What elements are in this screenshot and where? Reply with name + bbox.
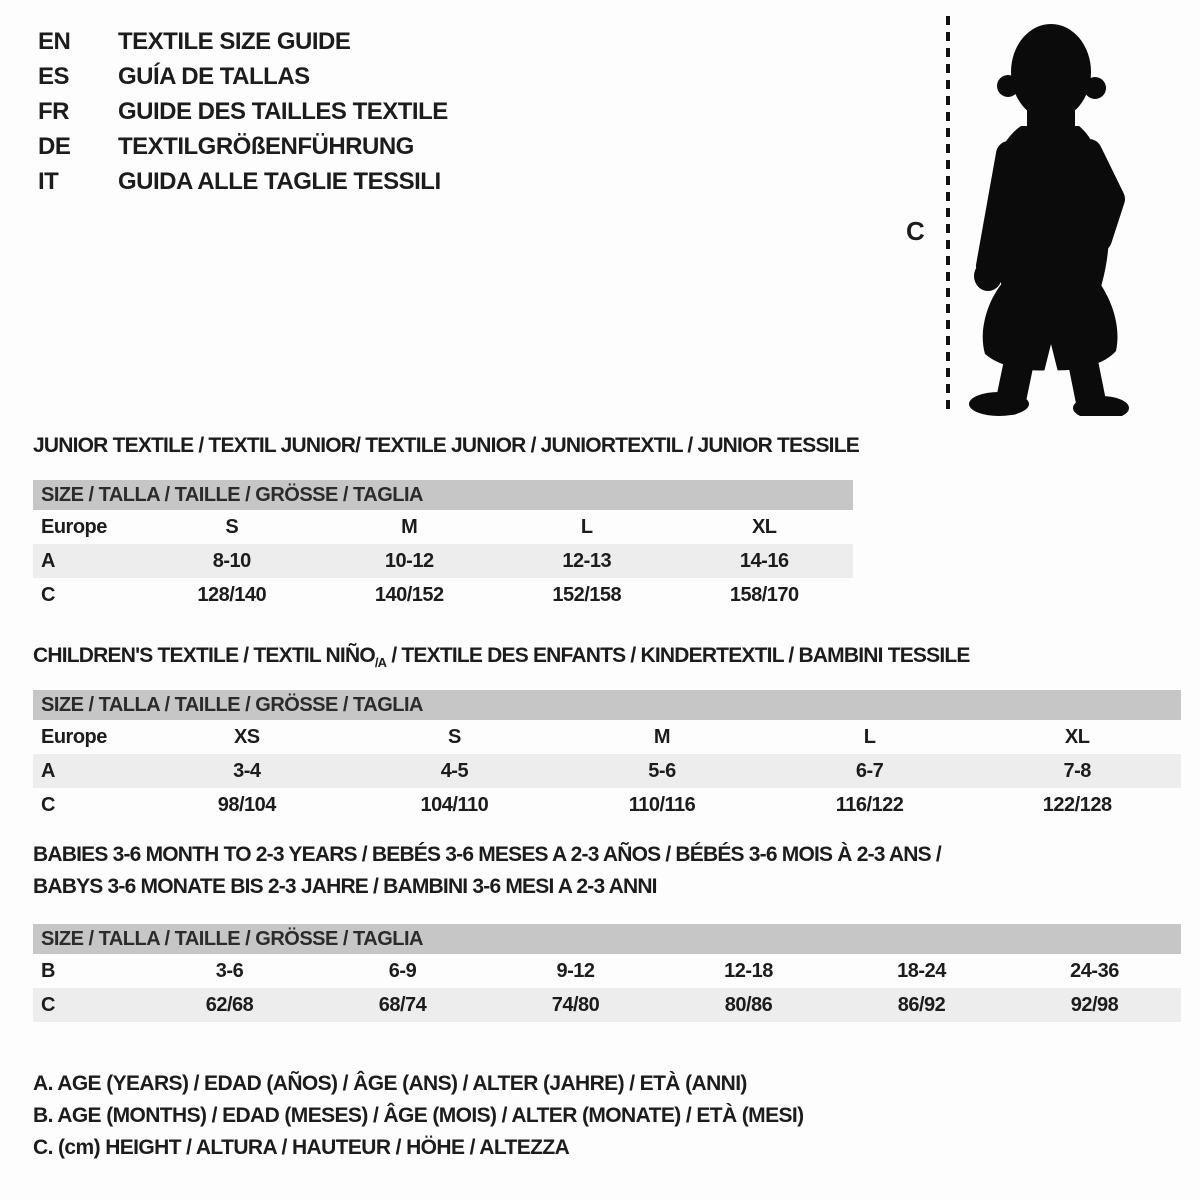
babies-size-table <box>33 924 1181 1022</box>
size-cell: L <box>580 515 593 538</box>
lang-label: TEXTILE SIZE GUIDE <box>118 27 351 55</box>
months-cell: 12-18 <box>724 959 773 982</box>
junior-size-table <box>33 480 853 612</box>
footnote-age-years: A. AGE (YEARS) / EDAD (AÑOS) / ÂGE (ANS) / ALTER (JAHRE) / ETÀ (ANNI) <box>33 1072 747 1095</box>
children-heading-suffix: / TEXTILE DES ENFANTS / KINDERTEXTIL / BAMBINI TESSILE <box>386 644 970 667</box>
lang-label: GUÍA DE TALLAS <box>118 62 310 90</box>
age-cell: 10-12 <box>384 549 434 572</box>
lang-row-it <box>38 164 448 199</box>
height-cell: 158/170 <box>729 583 799 606</box>
children-heading-subscript: /A <box>374 655 387 671</box>
height-cell: 74/80 <box>551 993 600 1016</box>
lang-label: TEXTILGRÖßENFÜHRUNG <box>118 132 414 160</box>
size-cell: XL <box>1064 725 1090 748</box>
height-cell: 62/68 <box>205 993 254 1016</box>
age-cell: 7-8 <box>1063 759 1091 782</box>
age-cell: 12-13 <box>562 549 612 572</box>
height-cell: 116/122 <box>835 793 904 816</box>
age-cell: 6-7 <box>855 759 884 782</box>
height-measure-label: C <box>906 216 925 246</box>
height-cell: 152/158 <box>552 583 622 606</box>
row-label: A <box>41 549 55 572</box>
months-cell: 24-36 <box>1070 959 1119 982</box>
babies-section-heading-line1: BABIES 3-6 MONTH TO 2-3 YEARS / BEBÉS 3-6 MESES A 2-3 AÑOS / BÉBÉS 3-6 MOIS À 2-3 ANS / <box>33 843 941 866</box>
lang-code: DE <box>38 132 71 160</box>
height-cell: 86/92 <box>897 993 946 1016</box>
height-cell: 92/98 <box>1070 993 1119 1016</box>
size-cell: XS <box>233 725 260 748</box>
table-row-age <box>33 544 853 578</box>
row-label: B <box>41 959 55 982</box>
size-cell: L <box>863 725 876 748</box>
lang-label: GUIDE DES TAILLES TEXTILE <box>118 97 448 125</box>
size-cell: M <box>401 515 418 538</box>
table-row-age <box>33 754 1181 788</box>
months-cell: 3-6 <box>215 959 244 982</box>
lang-code: FR <box>38 97 69 125</box>
row-label: Europe <box>41 725 107 748</box>
age-cell: 5-6 <box>648 759 676 782</box>
table-row-europe <box>33 510 853 544</box>
age-cell: 3-4 <box>233 759 261 782</box>
footnote-age-months: B. AGE (MONTHS) / EDAD (MESES) / ÂGE (MOIS) / ALTER (MONATE) / ETÀ (MESI) <box>33 1104 804 1127</box>
babies-section-heading-line2: BABYS 3-6 MONATE BIS 2-3 JAHRE / BAMBINI 3-6 MESI A 2-3 ANNI <box>33 875 657 898</box>
footnote-height-cm: C. (cm) HEIGHT / ALTURA / HAUTEUR / HÖHE / ALTEZZA <box>33 1136 570 1159</box>
table-row-height <box>33 988 1181 1022</box>
height-cell: 98/104 <box>217 793 276 816</box>
table-row-months <box>33 954 1181 988</box>
row-label: Europe <box>41 515 107 538</box>
lang-code: EN <box>38 27 71 55</box>
height-measure-dashed-line <box>946 16 950 414</box>
size-cell: S <box>225 515 239 538</box>
size-bar: SIZE / TALLA / TAILLE / GRÖSSE / TAGLIA <box>33 924 1181 954</box>
row-label: C <box>41 993 55 1016</box>
lang-row-en <box>38 24 448 59</box>
age-cell: 8-10 <box>212 549 251 572</box>
lang-row-fr <box>38 94 448 129</box>
size-bar: SIZE / TALLA / TAILLE / GRÖSSE / TAGLIA <box>33 480 853 510</box>
row-label: A <box>41 759 55 782</box>
lang-code: IT <box>38 167 59 195</box>
language-header <box>38 24 448 199</box>
table-row-europe <box>33 720 1181 754</box>
lang-code: ES <box>38 62 70 90</box>
age-cell: 4-5 <box>440 759 469 782</box>
height-cell: 68/74 <box>378 993 427 1016</box>
junior-section-heading: JUNIOR TEXTILE / TEXTIL JUNIOR/ TEXTILE JUNIOR / JUNIORTEXTIL / JUNIOR TESSILE <box>33 434 859 457</box>
lang-row-de <box>38 129 448 164</box>
months-cell: 6-9 <box>388 959 417 982</box>
table-row-height <box>33 578 853 612</box>
size-cell: S <box>447 725 461 748</box>
height-cell: 104/110 <box>420 793 489 816</box>
children-size-table <box>33 690 1181 822</box>
size-bar: SIZE / TALLA / TAILLE / GRÖSSE / TAGLIA <box>33 690 1181 720</box>
legend-footnotes <box>33 1068 804 1164</box>
height-cell: 140/152 <box>374 583 444 606</box>
height-cell: 110/116 <box>628 793 696 816</box>
height-cell: 80/86 <box>724 993 773 1016</box>
lang-row-es <box>38 59 448 94</box>
size-cell: M <box>653 725 671 748</box>
table-row-height <box>33 788 1181 822</box>
lang-label: GUIDA ALLE TAGLIE TESSILI <box>118 167 441 195</box>
toddler-silhouette-image <box>960 14 1138 416</box>
row-label: C <box>41 793 55 816</box>
size-cell: XL <box>751 515 777 538</box>
height-cell: 128/140 <box>197 583 267 606</box>
months-cell: 9-12 <box>556 959 595 982</box>
height-cell: 122/128 <box>1042 793 1112 816</box>
months-cell: 18-24 <box>897 959 946 982</box>
children-section-heading <box>33 644 970 670</box>
children-heading-prefix: CHILDREN'S TEXTILE / TEXTIL NIÑO <box>33 644 375 667</box>
age-cell: 14-16 <box>739 549 789 572</box>
row-label: C <box>41 583 55 606</box>
